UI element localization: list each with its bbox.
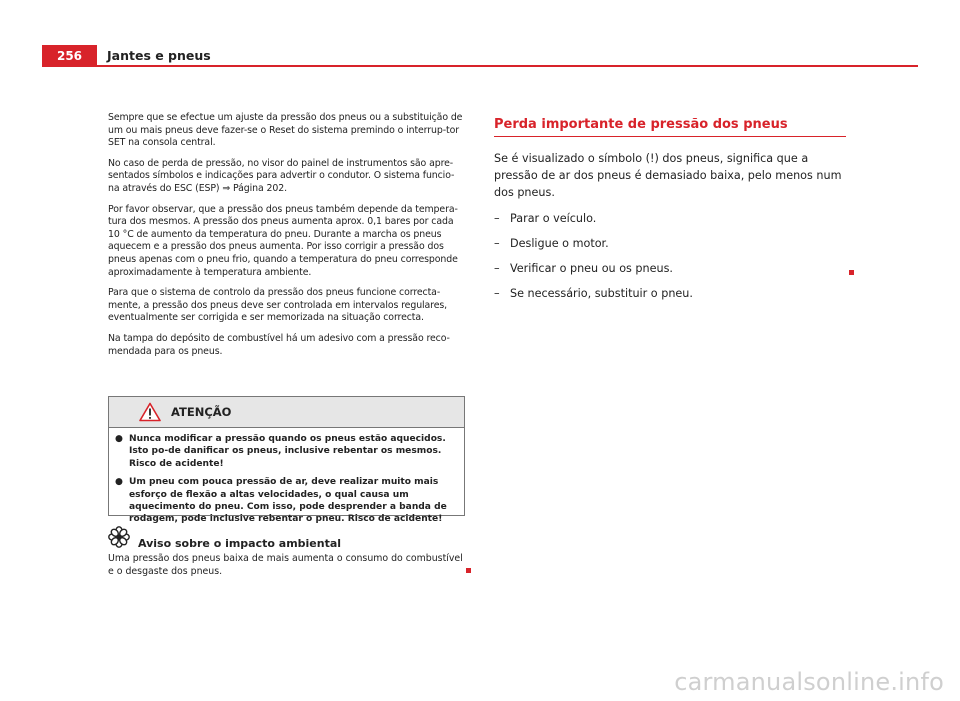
step-text: Se necessário, substituir o pneu. [510,287,693,300]
bullet-icon: ● [115,434,123,444]
intro-text-part: Se é visualizado o símbolo [494,152,646,165]
flower-icon [108,526,130,548]
step-item [494,211,854,227]
warning-item [115,433,458,470]
end-mark-icon [849,270,854,275]
warning-item-text: Nunca modificar a pressão quando os pneus estão aquecidos. Isto po-de danificar os pneus, inclusive rebentar os mesmos. Risco de acidente! [129,434,446,469]
step-text: Verificar o pneu ou os pneus. [510,262,673,275]
paragraph: Sempre que se efectue um ajuste da pressão dos pneus ou a substituição de um ou mais pneus deve fazer-se o Reset do sistema premindo o interrup-tor SET na consola central. [108,112,463,149]
left-column [108,112,463,366]
paragraph: Para que o sistema de controlo da pressão dos pneus funcione correcta-mente, a pressão dos pneus deve ser controlada em intervalos regulares, eventualmente ser corrigida e ser memorizada na situação correcta. [108,287,448,324]
step-item [494,261,854,277]
warning-item [115,476,458,526]
step-text: Desligue o motor. [510,237,609,250]
bullet-icon: ● [115,477,123,488]
watermark: carmanualsonline.info [674,668,944,696]
dash-icon: – [494,237,500,250]
environment-text: Uma pressão dos pneus baixa de mais aumenta o consumo do combustível e o desgaste dos pneus. [108,553,463,577]
environment-note [108,526,468,578]
warning-box [108,396,465,525]
step-item [494,236,854,252]
page-number: 256 [42,45,97,67]
warning-header [109,397,464,428]
warning-body [109,428,464,526]
step-item [494,286,854,302]
intro-text [494,150,854,201]
environment-header [108,526,468,548]
intro-text-part: dos pneus, significa que a pressão de ar dos pneus é demasiado baixa, pelo menos num dos pneus. [494,152,842,199]
step-text: Parar o veículo. [510,212,597,225]
section-title: Perda importante de pressão dos pneus [494,117,788,132]
tire-pressure-warning-icon: (!) [645,152,659,165]
end-mark-icon [466,568,471,573]
section-rule [494,136,846,137]
dash-icon: – [494,212,500,225]
warning-title: ATENÇÃO [171,405,232,419]
right-column [494,117,854,302]
paragraph: No caso de perda de pressão, no visor do painel de instrumentos são apre-sentados símbolos e indicações para advertir o condutor. O sistema funcio-na através do ESC (ESP) ⇒ Página 202. [108,157,455,194]
dash-icon: – [494,287,500,300]
warning-triangle-icon [139,402,161,422]
dash-icon: – [494,262,500,275]
paragraph: Por favor observar, que a pressão dos pneus também depende da tempera-tura dos mesmos. A pressão dos pneus aumenta aprox. 0,1 bares por cada 10 °C de aumento da temperatura do pneu. Durante a marcha os pneus aquecem e a pressão dos pneus aumenta. Por isso corrigir a pressão dos pneus apenas com o pneu frio, quando a temperatura do pneu corresponde aproximadamente à temperatura ambiente. [108,203,458,278]
paragraph: Na tampa do depósito de combustível há um adesivo com a pressão reco-mendada para os pneus. [108,332,450,357]
warning-item-text: Um pneu com pouca pressão de ar, deve realizar muito mais esforço de flexão a altas velocidades, o qual causa um aquecimento do pneu. Com isso, pode desprender a banda de rodagem, pode inclusive rebentar o pneu. Risco de acidente! [129,477,447,525]
environment-title: Aviso sobre o impacto ambiental [138,537,342,550]
page-title: Jantes e pneus [107,48,211,63]
header-rule [42,65,918,67]
